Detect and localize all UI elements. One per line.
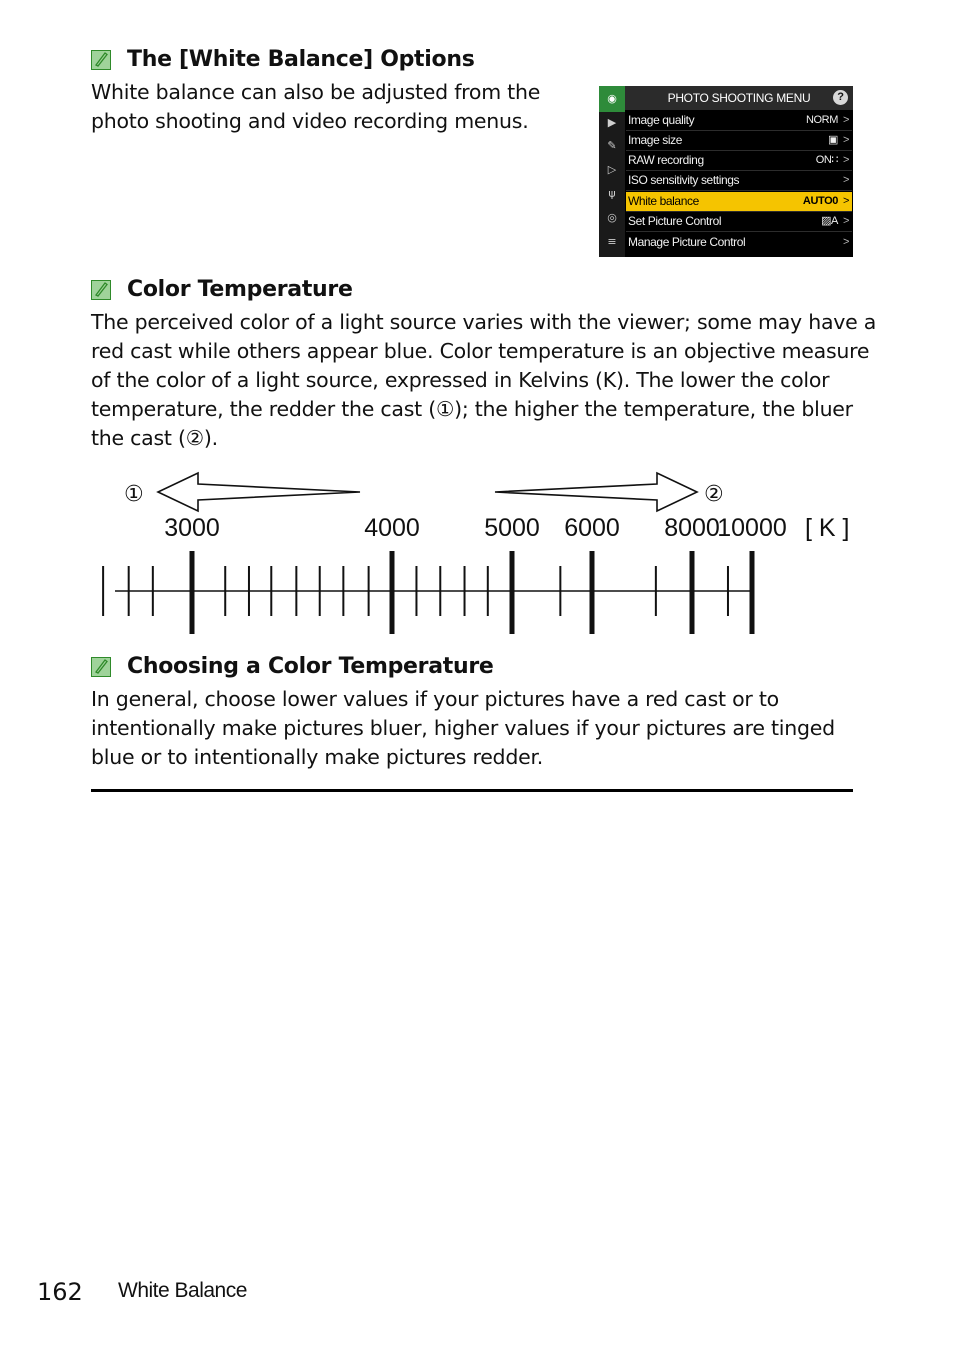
arrow-left-icon [158,473,360,511]
unit-label: [ K ] [805,514,850,542]
note-check-icon [91,280,111,300]
pencil-icon: ✎ [607,139,617,152]
scale-ticks [100,551,752,634]
menu-item-raw-recording: RAW recording ON∷ > [626,151,852,171]
menu-item-set-picture-control: Set Picture Control ▨A > [626,212,852,232]
chevron-right-icon: > [842,174,849,186]
note-body-white-balance-options: White balance can also be adjusted from the photo shooting and video recording menus. [91,80,541,133]
video-icon: ▶ [607,116,617,129]
menu-item-image-quality: Image quality NORM > [626,111,852,131]
marker-bluer: ② [704,482,724,507]
help-icon: ? [833,90,848,105]
note-check-icon [91,50,111,70]
section-divider [91,789,853,792]
tick-label: 6000 [564,514,620,542]
menu-item-image-size: Image size ▣ > [626,131,852,151]
note-body-color-temperature: The perceived color of a light source varies with the viewer; some may have a red cast while others appear blue. Color temperature is an objective measure of the color of a light source, expressed in Kelvins (K). The lower the color temperature, the redder the cast (①); the higher the temperature, the bluer the cast (②). [91,310,877,450]
camera-icon: ◉ [599,86,625,112]
chevron-right-icon: > [842,236,849,248]
note-check-icon [91,657,111,677]
menu-item-manage-picture-control: Manage Picture Control > [626,233,852,253]
scale-tick-labels [164,514,787,542]
note-heading-choosing-color-temperature: Choosing a Color Temperature [127,654,494,679]
wrench-icon: ψ [608,187,616,200]
tick-label: 5000 [484,514,540,542]
chevron-right-icon: > [842,134,849,146]
note-heading-white-balance-options: The [White Balance] Options [127,47,475,72]
playback-icon: ▷ [607,163,617,176]
color-temperature-scale [100,466,860,638]
note-heading-color-temperature: Color Temperature [127,277,353,302]
menu-item-iso-sensitivity-settings: ISO sensitivity settings > [626,171,852,191]
note-body-choosing-color-temperature: In general, choose lower values if your pictures have a red cast or to intentionally make pictures bluer, higher values if your pictures are tinged blue or to intentionally make pictures redder. [91,687,835,769]
network-icon: ◎ [607,211,617,224]
chevron-right-icon: > [842,154,849,166]
photo-shooting-menu-screenshot [599,86,853,257]
page-number: 162 [37,1278,83,1306]
menu-title: PHOTO SHOOTING MENU ? [625,86,853,110]
marker-redder: ① [124,482,144,507]
tick-label: 4000 [364,514,420,542]
chevron-right-icon: > [842,114,849,126]
menu-sidebar [599,86,625,257]
tick-label: 10000 [717,514,787,542]
chevron-right-icon: > [842,215,849,227]
chevron-right-icon: > [842,195,849,207]
tick-label: 3000 [164,514,220,542]
menu-item-white-balance: White balance AUTO0 > [626,192,852,212]
tick-label: 8000 [664,514,720,542]
footer-section-title: White Balance [118,1279,247,1302]
my-menu-icon: ≡ [607,235,617,248]
arrow-right-icon [495,473,697,511]
